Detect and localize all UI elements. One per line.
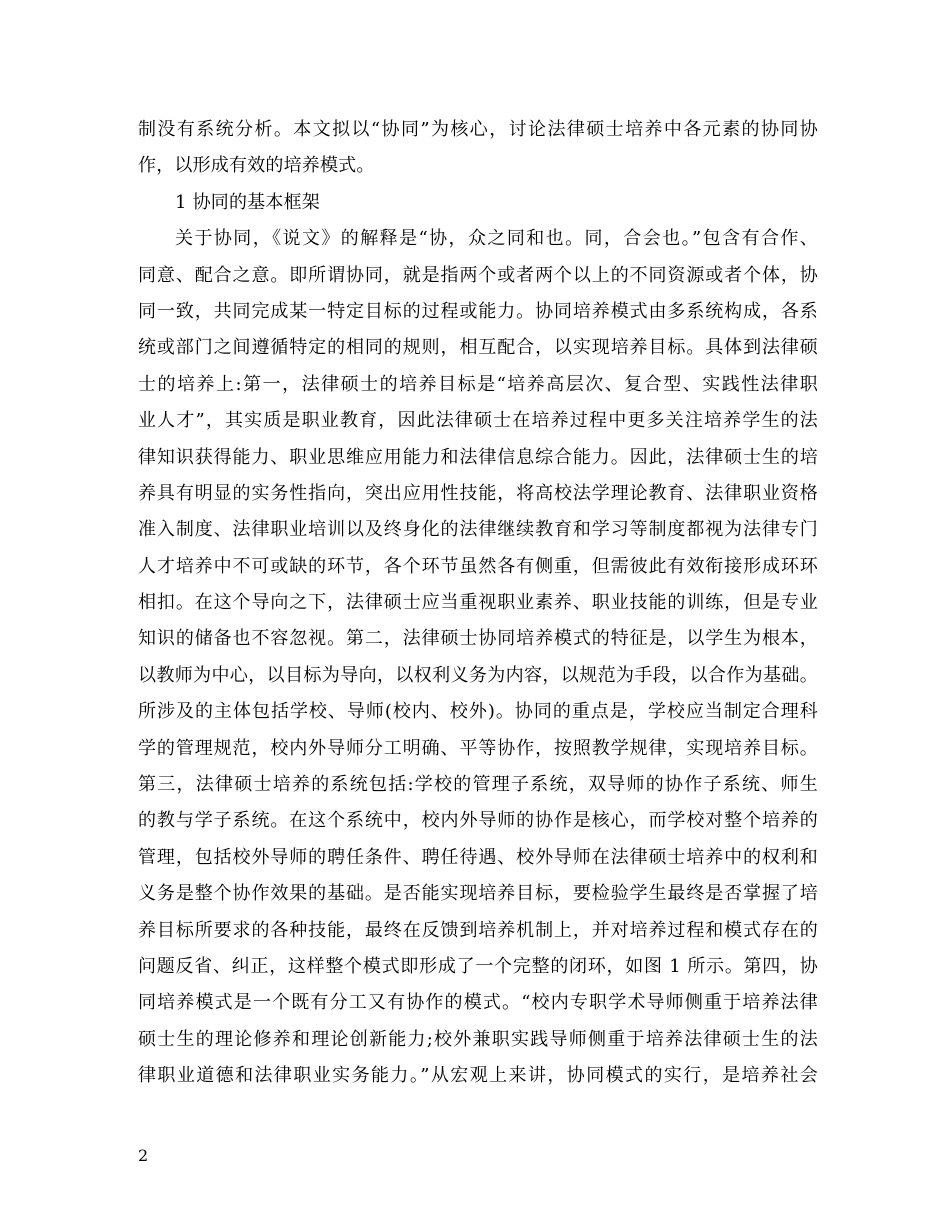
text-line: 统或部门之间遵循特定的相同的规则，相互配合，以实现培养目标。具体到法律硕 (138, 337, 818, 359)
text-line: 硕士生的理论修养和理论创新能力;校外兼职实践导师侧重于培养法律硕士生的法 (138, 1028, 818, 1050)
text-line: 同培养模式是一个既有分工又有协作的模式。“校内专职学术导师侧重于培养法律 (138, 992, 818, 1014)
text-line: 业人才”，其实质是职业教育，因此法律硕士在培养过程中更多关注培养学生的法 (138, 410, 818, 432)
text-line: 同一致，共同完成某一特定目标的过程或能力。协同培养模式由多系统构成，各系 (138, 300, 818, 322)
text-line: 学的管理规范，校内外导师分工明确、平等协作，按照教学规律，实现培养目标。 (138, 737, 818, 759)
text-line: 管理，包括校外导师的聘任条件、聘任待遇、校外导师在法律硕士培养中的权利和 (138, 846, 818, 868)
text-line: 所涉及的主体包括学校、导师(校内、校外)。协同的重点是，学校应当制定合理科 (138, 701, 818, 723)
text-line: 制没有系统分析。本文拟以“协同”为核心，讨论法律硕士培养中各元素的协同协 (138, 119, 818, 140)
text-line: 人才培养中不可或缺的环节，各个环节虽然各有侧重，但需彼此有效衔接形成环环 (138, 555, 818, 577)
text-line: 准入制度、法律职业培训以及终身化的法律继续教育和学习等制度都视为法律专门 (138, 519, 818, 541)
text-line: 士的培养上:第一，法律硕士的培养目标是“培养高层次、复合型、实践性法律职 (138, 373, 818, 395)
text-line: 律职业道德和法律职业实务能力。”从宏观上来讲，协同模式的实行，是培养社会 (138, 1065, 818, 1087)
text-line: 关于协同，《说文》的解释是“协，众之同和也。同，合会也。”包含有合作、 (175, 228, 818, 250)
text-line: 知识的储备也不容忽视。第二，法律硕士协同培养模式的特征是，以学生为根本， (138, 628, 818, 650)
text-line: 作，以形成有效的培养模式。 (138, 155, 375, 177)
text-line: 律知识获得能力、职业思维应用能力和法律信息综合能力。因此，法律硕士生的培 (138, 446, 818, 468)
text-line: 问题反省、纠正，这样整个模式即形成了一个完整的闭环，如图 1 所示。第四，协 (138, 955, 818, 977)
text-line: 同意、配合之意。即所谓协同，就是指两个或者两个以上的不同资源或者个体，协 (138, 264, 818, 286)
text-line: 养目标所要求的各种技能，最终在反馈到培养机制上，并对培养过程和模式存在的 (138, 919, 818, 941)
text-line: 相扣。在这个导向之下，法律硕士应当重视职业素养、职业技能的训练，但是专业 (138, 592, 818, 614)
section-heading: 1 协同的基本框架 (175, 191, 320, 213)
page-number: 2 (138, 1146, 149, 1165)
text-line: 以教师为中心，以目标为导向，以权利义务为内容，以规范为手段，以合作为基础。 (138, 664, 818, 686)
text-line: 第三，法律硕士培养的系统包括:学校的管理子系统，双导师的协作子系统、师生 (138, 774, 818, 796)
text-line: 义务是整个协作效果的基础。是否能实现培养目标，要检验学生最终是否掌握了培 (138, 883, 818, 905)
text-line: 的教与学子系统。在这个系统中，校内外导师的协作是核心，而学校对整个培养的 (138, 810, 818, 832)
text-line: 养具有明显的实务性指向，突出应用性技能，将高校法学理论教育、法律职业资格 (138, 482, 818, 504)
body-text (138, 112, 818, 1095)
